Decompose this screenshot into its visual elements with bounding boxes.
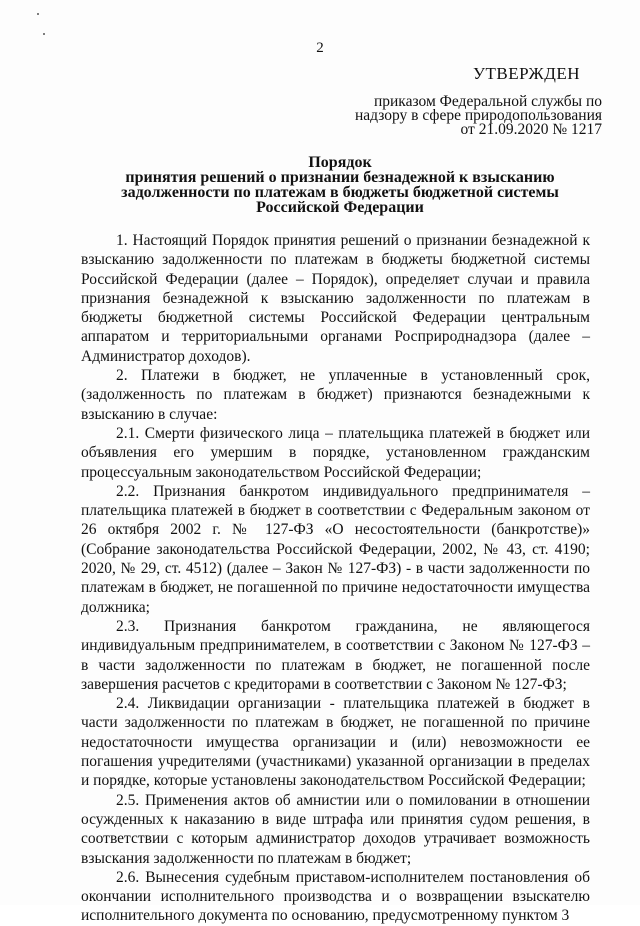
scan-speck [43, 33, 45, 35]
document-body [81, 231, 590, 926]
page-number: 2 [316, 40, 324, 56]
approval-block [302, 95, 602, 137]
title-line: Порядок [308, 154, 372, 171]
paragraph-2-4: 2.4. Ликвидации организации - плательщика платежей в бюджет в части задолженности по платежам в бюджет, не погашенной по причине недостаточности имущества организации и (или) невозможности ее погашения учредителями (участниками) указанной организации в пределах и порядке, которые установлены законодательством Российской Федерации; [81, 695, 590, 790]
title-line: Российской Федерации [256, 199, 424, 216]
title-line: принятия решений о признании безнадежной к взысканию [125, 169, 555, 186]
scan-speck [37, 13, 39, 15]
paragraph-2: 2. Платежи в бюджет, не уплаченные в установленный срок, (задолженность по платежам в бюджет) признаются безнадежными к взысканию в случае: [81, 367, 590, 423]
paragraph-2-6: 2.6. Вынесения судебным приставом-исполнителем постановления об окончании исполнительного производства и о возвращении взыскателю исполнительного документа по основанию, предусмотренному пунктом 3 [81, 868, 590, 925]
approval-heading: УТВЕРЖДЕН [473, 64, 580, 83]
approval-line: от 21.09.2020 № 1217 [460, 121, 602, 138]
approval-line: надзору в сфере природопользования [354, 107, 602, 124]
paragraph-1: 1. Настоящий Порядок принятия решений о признании безнадежной к взысканию задолженности по платежам в бюджеты бюджетной системы Российской Федерации (далее – Порядок), определяет случаи и правила признания безнадежной к взысканию задолженности по платежам в бюджеты бюджетной системы Российской Федерации центральным аппаратом и территориальными органами Росприроднадзора (далее – Администратор доходов). [81, 232, 590, 365]
approval-line: приказом Федеральной службы по [373, 93, 602, 110]
title-line: задолженности по платежам в бюджеты бюджетной системы [121, 184, 559, 201]
document-title [80, 155, 600, 215]
paragraph-2-2: 2.2. Признания банкротом индивидуального предпринимателя – плательщика платежей в бюджет в соответствии с Федеральным законом от 26 октября 2002 г. № 127-ФЗ «О несостоятельности (банкротстве)» (Собрание законодательства Российской Федерации, 2002, № 43, ст. 4190; 2020, № 29, ст. 4512) (далее – Закон № 127-ФЗ) - в части задолженности по платежам в бюджет, не погашенной по причине недостаточности имущества должника; [81, 482, 590, 616]
paragraph-2-1: 2.1. Смерти физического лица – плательщика платежей в бюджет или объявления его умершим в порядке, установленном гражданским процессуальным законодательством Российской Федерации; [81, 424, 590, 481]
paragraph-2-5: 2.5. Применения актов об амнистии или о помиловании в отношении осужденных к наказанию в виде штрафа или принятия судом решения, в соответствии с которым администратор доходов утрачивает возможность взыскания задолженности по платежам в бюджет; [81, 791, 590, 867]
paragraph-2-3: 2.3. Признания банкротом гражданина, не являющегося индивидуальным предпринимателем, в соответствии с Законом № 127-ФЗ – в части задолженности по платежам в бюджет, не погашенной после завершения расчетов с кредиторами в соответствии с Законом № 127-ФЗ; [81, 617, 590, 693]
